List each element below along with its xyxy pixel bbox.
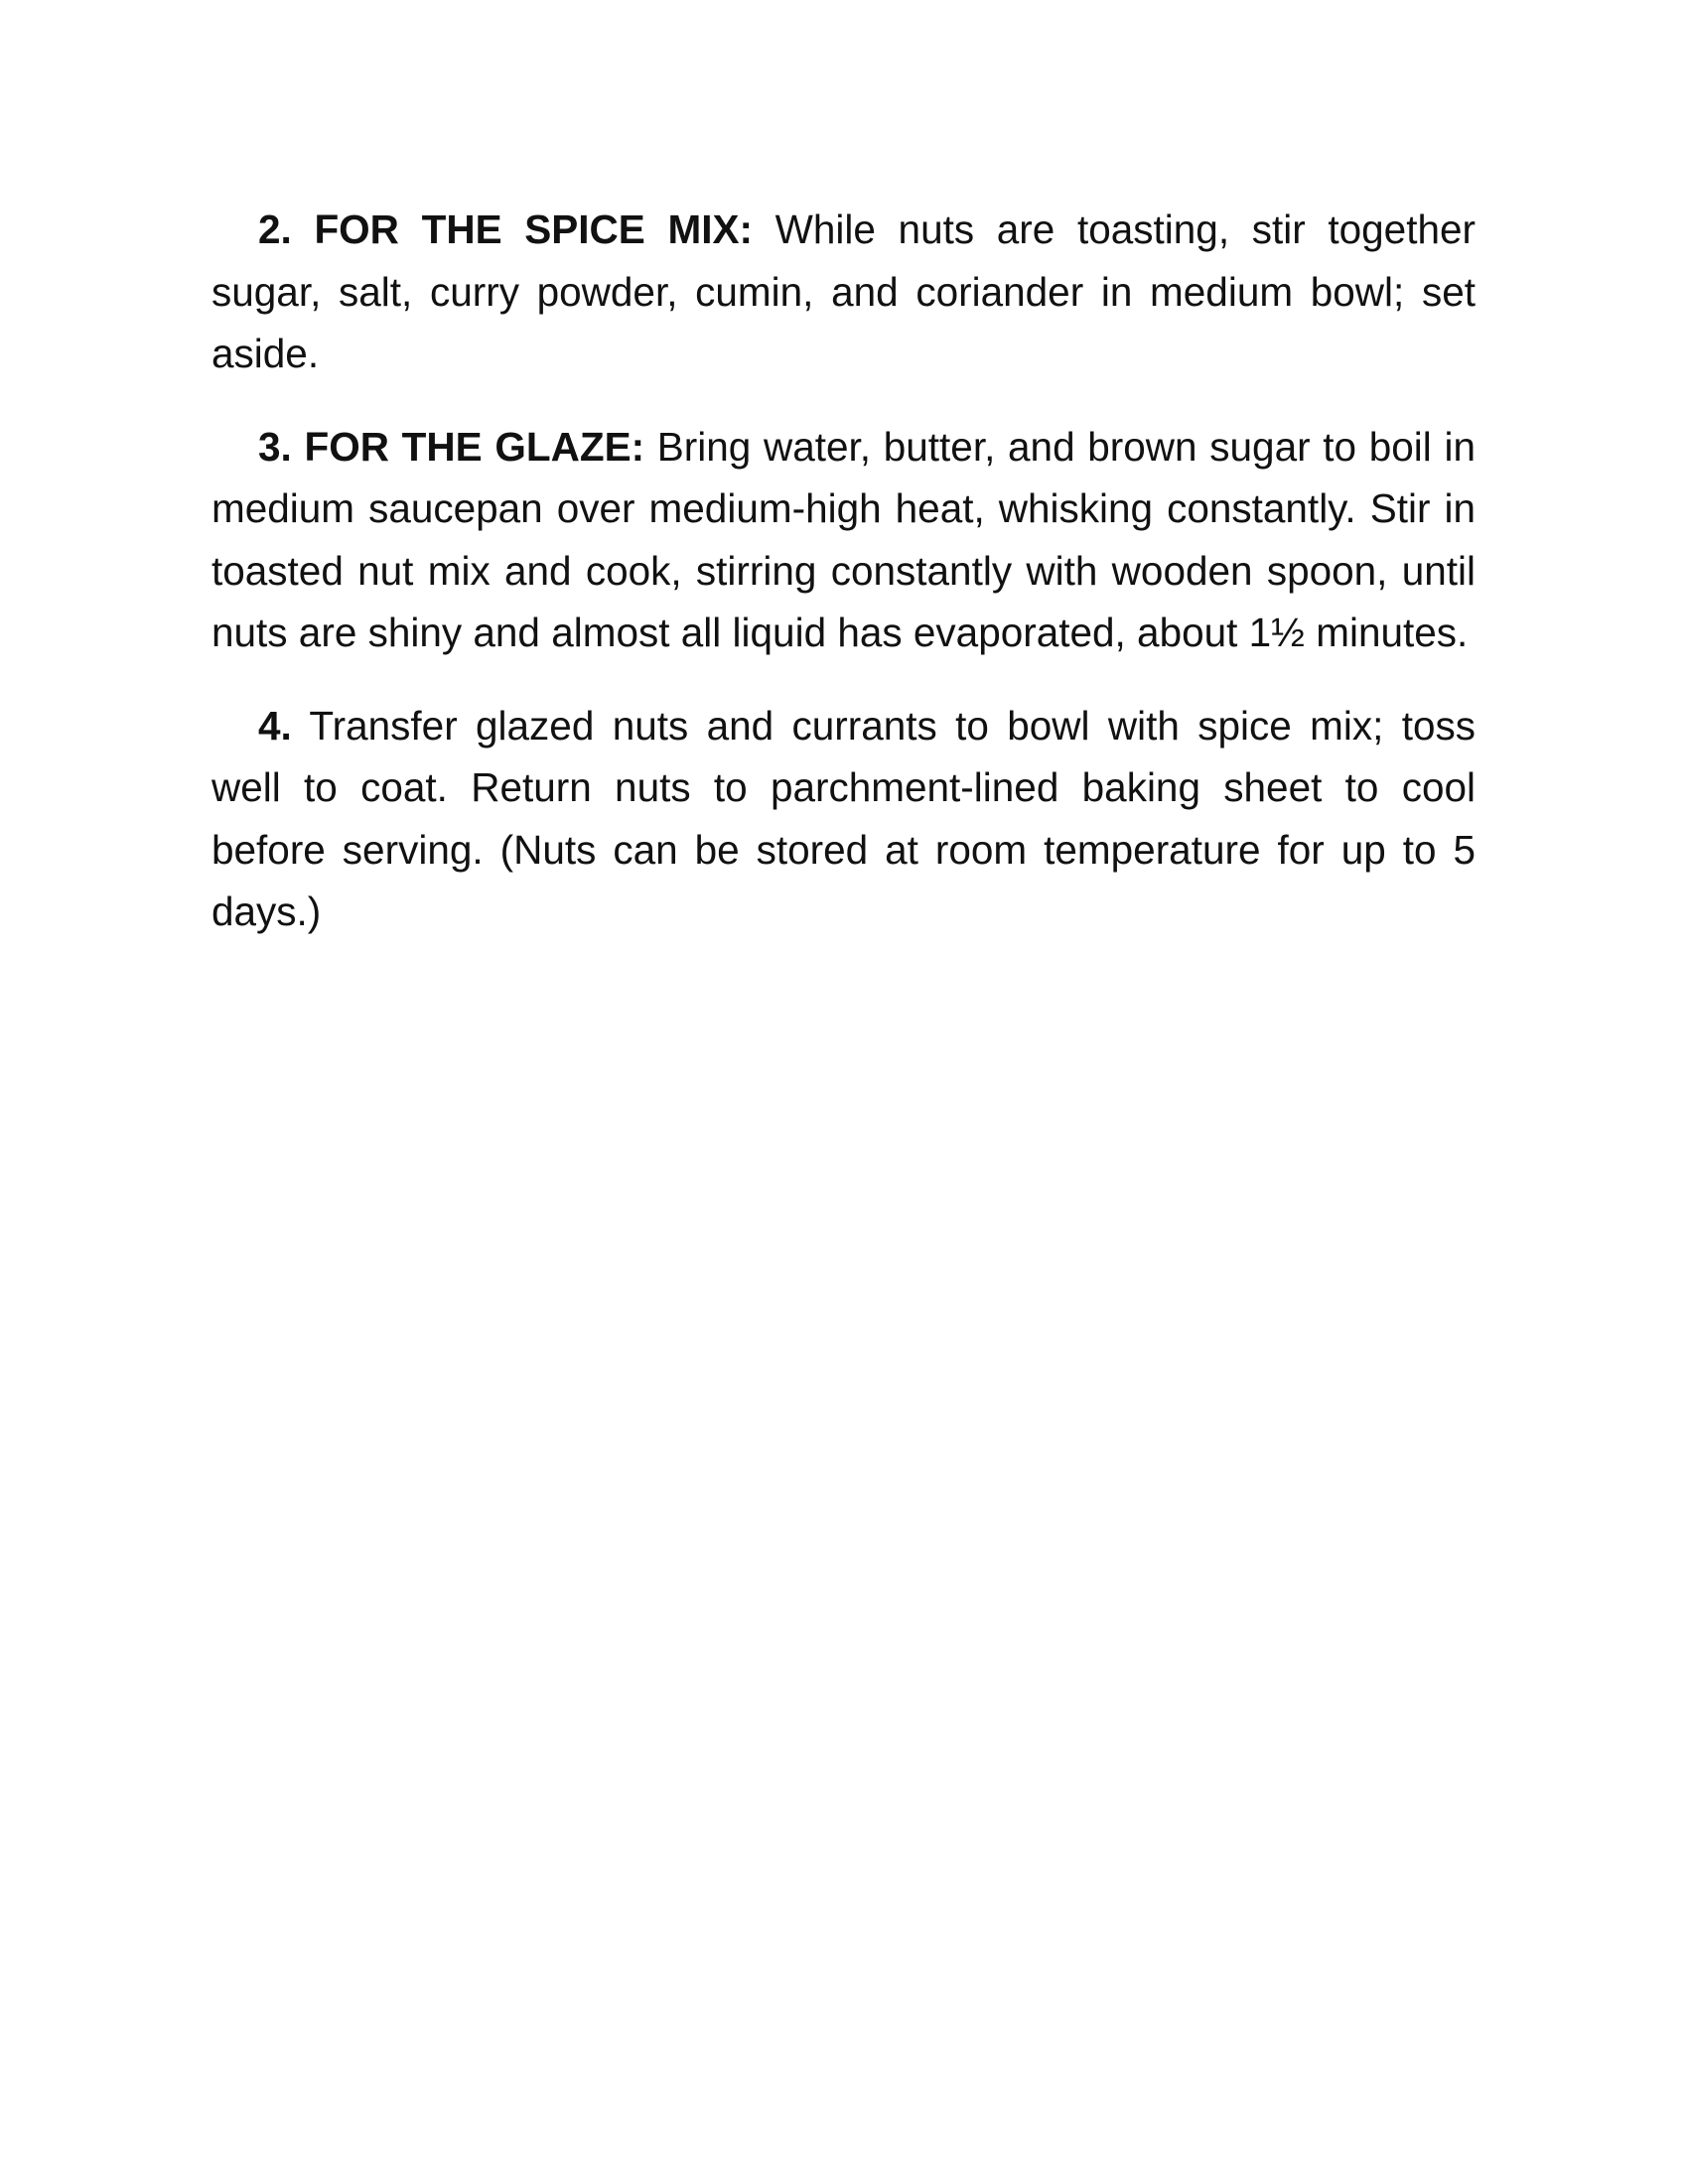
step-text: While nuts are toasting, stir together sugar, salt, curry powder, cumin, and coriander in medium bowl; set aside. [211,206,1476,376]
step-label: 3. FOR THE GLAZE: [258,423,645,470]
step-transfer [211,695,1476,943]
step-text: Transfer glazed nuts and currants to bowl with spice mix; toss well to coat. Return nuts to parchment-lined baking sheet to cool before serving. (Nuts can be stored at room temperature for up to 5 days.) [211,702,1476,934]
step-spice-mix [211,199,1476,385]
step-glaze [211,416,1476,664]
step-label: 4. [258,702,292,749]
step-text: Bring water, butter, and brown sugar to boil in medium saucepan over medium-high heat, whisking constantly. Stir in toasted nut mix and cook, stirring constantly with wooden spoon, until nuts are shiny and almost all liquid has evaporated, about 1½ minutes. [211,423,1476,655]
step-label: 2. FOR THE SPICE MIX: [258,206,753,252]
recipe-steps [211,199,1476,974]
